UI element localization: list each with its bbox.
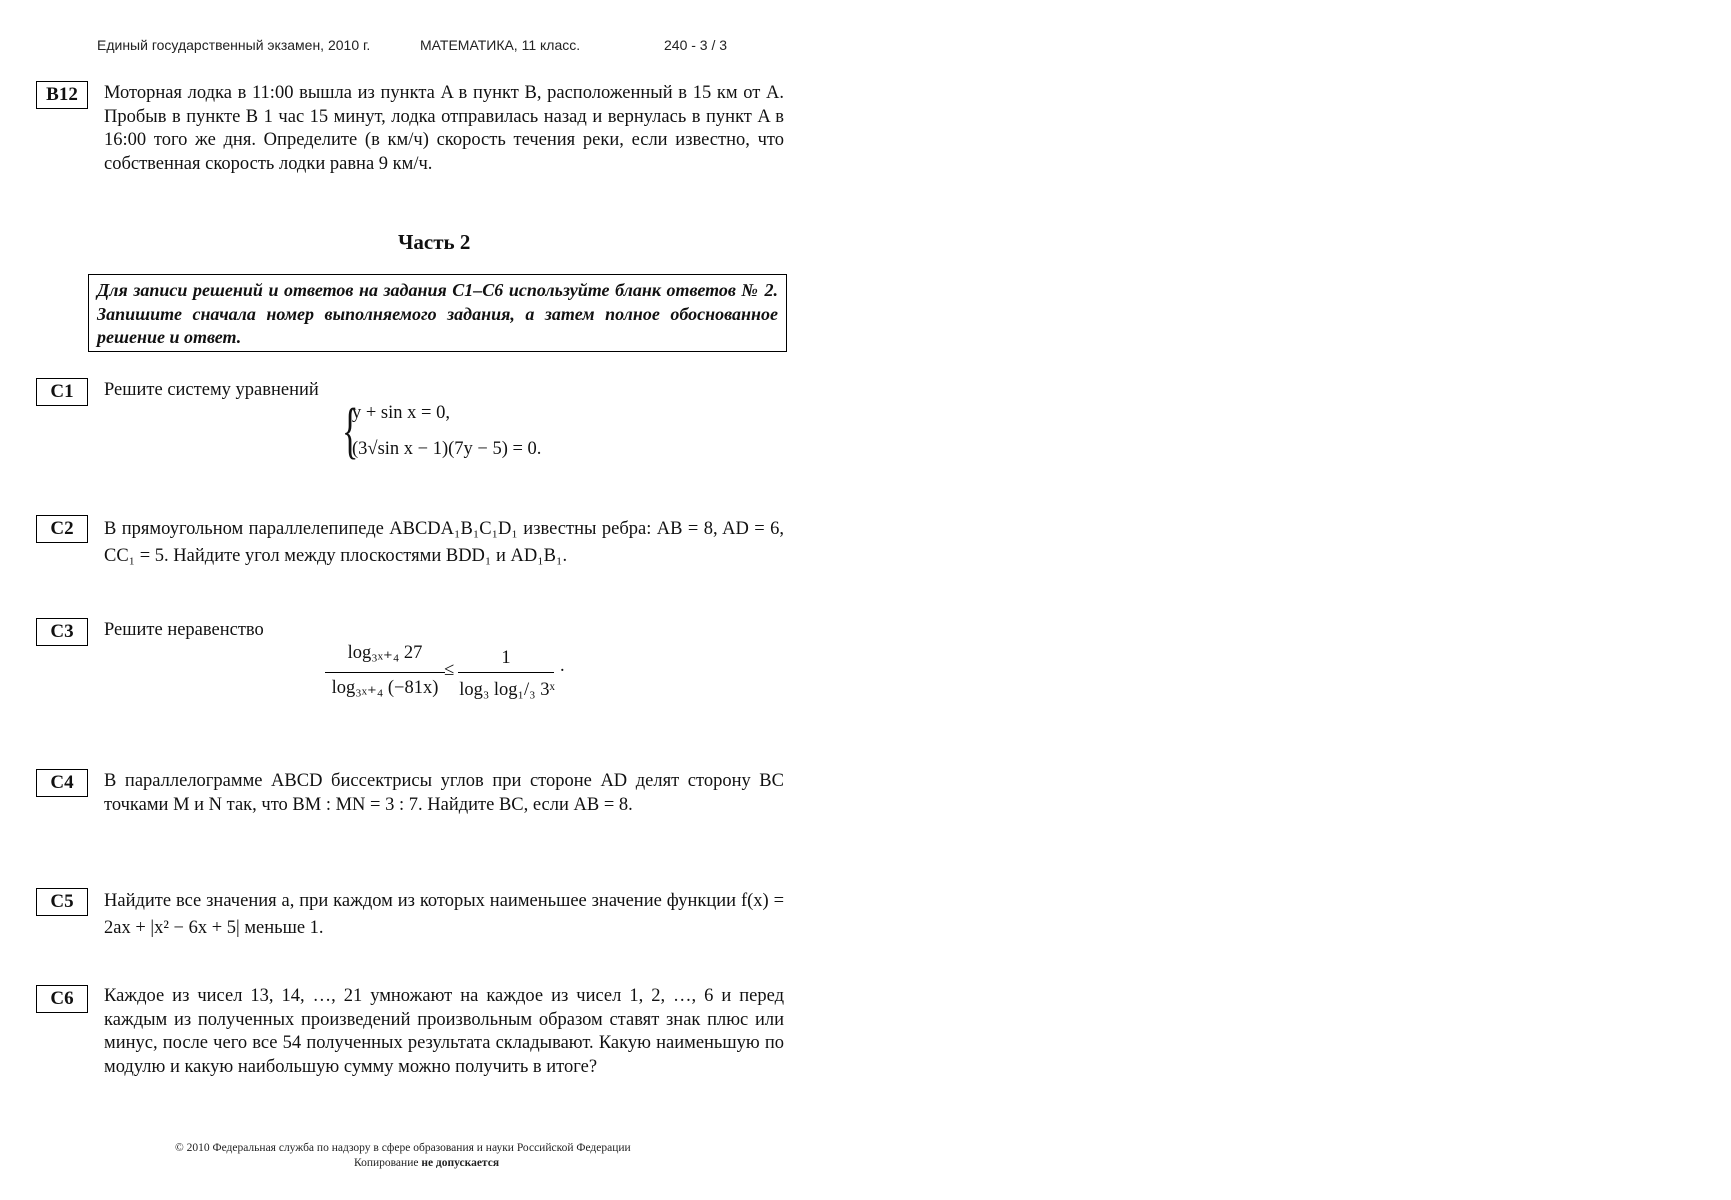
task-label-c1: C1: [36, 378, 88, 406]
task-label-c3: C3: [36, 618, 88, 646]
footer-copy-notice: [354, 1157, 499, 1169]
task-label-c5: C5: [36, 888, 88, 916]
brace-icon: {: [342, 397, 359, 465]
part-title: Часть 2: [398, 230, 471, 254]
task-label-c6: C6: [36, 985, 88, 1013]
task-label-c2: C2: [36, 515, 88, 543]
inequality-period: .: [560, 656, 565, 676]
task-text-c4: В параллелограмме ABCD биссектрисы углов при стороне AD делят сторону BC точками M и N так, что BM : MN = 3 : 7. Найдите BC, если AB = 8.: [104, 771, 784, 815]
task-text-b12: Моторная лодка в 11:00 вышла из пункта A в пункт B, расположенный в 15 км от A. Пробыв в пункте B 1 час 15 минут, лодка отправилась назад и вернулась в пункт A в 16:00 того же дня. Определите (в км/ч) скорость течения реки, если известно, что собственная скорость лодки равна 9 км/ч.: [104, 83, 784, 174]
task-label-b12: B12: [36, 81, 88, 109]
inequality-denominator-right: log₃ log₁/₃ 3ˣ: [459, 680, 555, 700]
task-text-c2: В прямоугольном параллелепипеде ABCDA₁B₁C₁D₁ известны ребра: AB = 8, AD = 6, CC₁ = 5. Найдите угол между плоскостями BDD₁ и AD₁B₁.: [104, 519, 784, 566]
task-text-c1: Решите систему уравнений: [104, 380, 319, 400]
fraction-bar-right: [458, 672, 554, 673]
footer-copyright: © 2010 Федеральная служба по надзору в сфере образования и науки Российской Федерации: [175, 1142, 631, 1154]
task-text-c5: Найдите все значения a, при каждом из которых наименьшее значение функции f(x) = 2ax + |x² − 6x + 5| меньше 1.: [104, 891, 784, 938]
system-eq2: (3√sin x − 1)(7y − 5) = 0.: [352, 439, 542, 459]
task-label-c4: C4: [36, 769, 88, 797]
header-page: 240 - 3 / 3: [664, 37, 728, 53]
instruction-box: Для записи решений и ответов на задания С1–С6 используйте бланк ответов № 2. Запишите сначала номер выполняемого задания, а затем полное обоснованное решение и ответ.: [88, 274, 787, 352]
task-text-c6: Каждое из чисел 13, 14, …, 21 умножают на каждое из чисел 1, 2, …, 6 и перед каждым из полученных произведений произвольным образом ставят знак плюс или минус, после чего все 54 полученных результата складывают. Какую наименьшую по модулю и какую наибольшую сумму можно получить в итоге?: [104, 986, 784, 1077]
system-eq1: y + sin x = 0,: [352, 403, 450, 423]
task-text-c3: Решите неравенство: [104, 620, 264, 640]
footer-copy-prefix: Копирование: [354, 1157, 419, 1169]
header-subject: МАТЕМАТИКА, 11 класс.: [420, 37, 581, 53]
header-exam: Единый государственный экзамен, 2010 г.: [97, 37, 371, 53]
footer-copy-bold: не допускается: [421, 1157, 500, 1169]
inequality-numerator-left: log₃ₓ₊₄ 27: [347, 643, 423, 663]
inequality-numerator-right: 1: [501, 648, 511, 668]
fraction-bar-left: [325, 672, 445, 673]
less-equal-sign: ≤: [444, 660, 455, 680]
inequality-denominator-left: log₃ₓ₊₄ (−81x): [331, 678, 439, 698]
